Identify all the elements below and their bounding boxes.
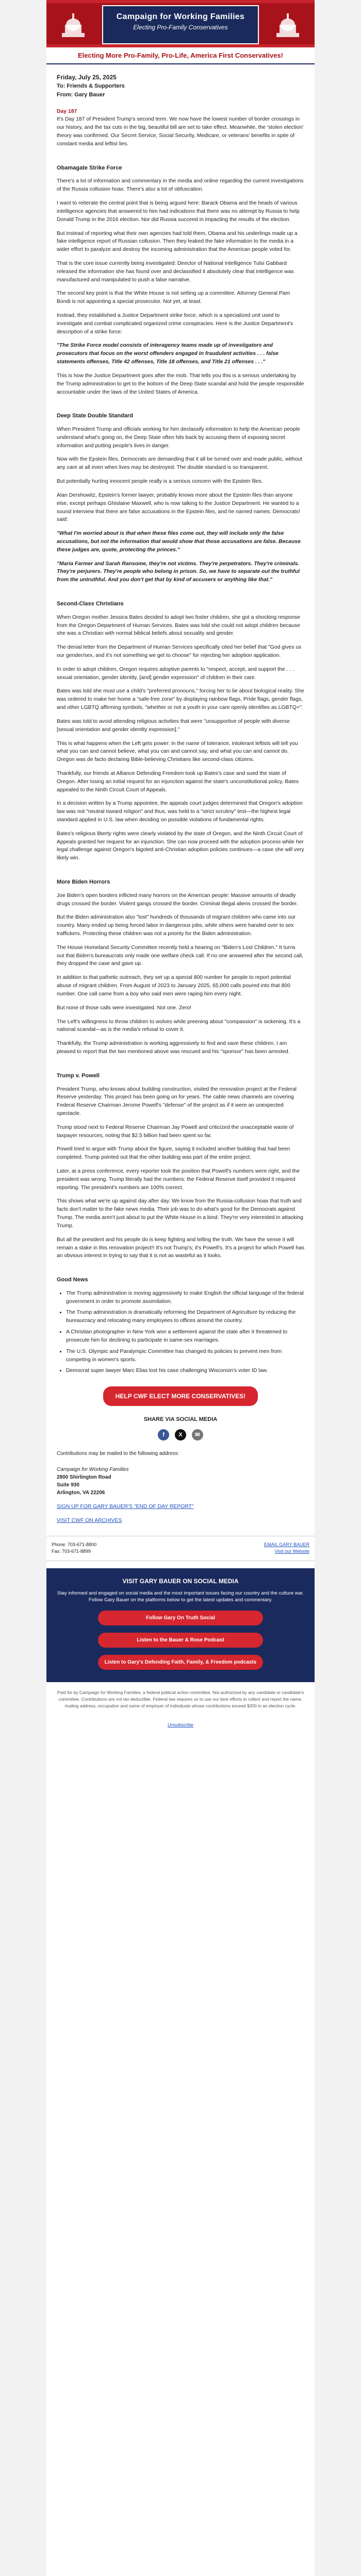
paragraph: This is what happens when the Left gets power: in the name of tolerance, intolerant leftists will tell you what you can and cannot believe, what you can and cannot say, and what you can and cannot do. Oregon was de facto declaring Bible-believing Christians like second-class citizens. — [57, 740, 298, 763]
paragraph: In addition to that pathetic outreach, they set up a special 800 number for people to report potential abuse of migrant children. From August of 2023 to January 2025, 65,000 calls poured into that 800 number. One call came from a boy who said men were raping him every night. — [57, 975, 291, 997]
phone: Phone: 703-671-8800 — [52, 1541, 97, 1547]
paragraph: Powell tried to argue with Trump about the figure, saying it included another building that had been completed. Trump pointed out that the other building was part of the entire project. — [57, 1146, 290, 1161]
paragraph: But potentially hurting innocent people really is a serious concern with the Epstein files. — [57, 479, 263, 485]
section-title: Deep State Double Standard — [57, 413, 133, 419]
paragraph: But all the president and his people do is keep fighting and telling the truth. We have the sense it will remain a stake in this renovation project!! It's not Trump's; it's Powell's. It's a project for which Powell has an obvious interest in trying to say that it is not as wasteful as it looks. — [57, 1236, 305, 1259]
paragraph: That is the core issue currently being investigated: Director of National Intelligence Tulsi Gabbard released the information she has found over and declassified it absolutely clear that intelligence was manufactured and manipulated to push a false narrative. — [57, 260, 294, 283]
capitol-icon — [58, 7, 89, 40]
paragraph: Later, at a press conference, every reporter took the position that Powell's numbers were right, and the president was wrong. Trump literally had the numbers: the Federal Reserve itself provided it required reporting. The president's numbers are 100% correct. — [57, 1168, 300, 1191]
paragraph: The denial letter from the Department of Human Services specifically cited her belief that "God gives us our gender/sex, and it's not something we get to choose" for rejecting her adoption application. — [57, 645, 302, 659]
paragraph: Thankfully, our friends at Alliance Defending Freedom took up Bates's case and sued the state of Oregon. After losing an initial request for an injunction against the state's unconstitutional policy, Bates appealed to the Ninth Circuit Court of Appeals. — [57, 770, 299, 793]
block-quote: "Maria Farmer and Sarah Ransome, they're not victims. They're perpetrators. They're criminals. They're perjurers. They're people who belong in prison. So, we have to separate out the truthful from the untruthful. And you don't get that by kind of accusers or anything like that." — [57, 561, 300, 583]
email-body — [46, 0, 315, 2576]
paragraph: Now with the Epstein files, Democrats are demanding that it all be turned over and made public, without any care at all even when lives may be destroyed. The double standard is so transparent. — [57, 456, 302, 471]
header-banner — [46, 0, 315, 47]
address-line: 2800 Shirlington Road — [57, 1474, 111, 1480]
logo-title: Campaign for Working Families — [116, 12, 245, 21]
website-link[interactable]: Visit our Website — [274, 1549, 309, 1554]
faith-podcast-button[interactable]: Listen to Gary's Defending Faith, Family, & Freedom podcasts — [98, 1655, 263, 1670]
x-icon[interactable]: X — [175, 1429, 186, 1440]
memo-date: Friday, July 25, 2025 — [57, 74, 117, 81]
email-icon[interactable]: ✉ — [192, 1429, 203, 1440]
facebook-icon[interactable]: f — [158, 1429, 169, 1440]
address-line: Suite 930 — [57, 1482, 79, 1488]
list-item: • The U.S. Olympic and Paralympic Committee has changed its policies to prevent men from competing in women's sports. — [66, 1348, 304, 1364]
paragraph: Joe Biden's open borders inflicted many horrors on the American people: Massive amounts of deadly drugs crossed the border. Violent gangs crossed the border. Criminal illegal aliens crossed the border. — [57, 892, 298, 907]
day-counter: Day 187 — [57, 108, 77, 114]
fax: Fax: 703-671-8899 — [52, 1549, 91, 1554]
panel-body: Stay informed and engaged on social media and the most important issues facing our country and the culture war. Follow Gary Bauer on the platforms below to get the latest updates and commentary. — [57, 1590, 304, 1603]
section-title: Obamagate Strike Force — [57, 164, 122, 171]
legal-disclaimer: Paid for by Campaign for Working Families, a federal political action committee. Not authorized by any candidate or candidate's committee. Contributions are not tax deductible. Federal law requires us to use our best efforts to collect and report the name, mailing address, occupation and name of employer of individuals whose contributions exceed $200 in an election cycle. — [57, 1690, 304, 1708]
paragraph: But the Biden administration also "lost" hundreds of thousands of migrant children who came into our country. Many ended up being forced labor in dangerous jobs, while others were handed over to sex traffickers. Protecting these children was not a priority for the Biden administration. — [57, 914, 296, 937]
list-item: • The Trump administration is moving aggressively to make English the official language of the federal government in order to promote assimilation. — [66, 1290, 304, 1306]
paragraph: Bates's religious liberty rights were clearly violated by the state of Oregon, and the Ninth Circuit Court of Appeals granted her request for an injunction. She can now proceed with the adoption process while her legal challenge against Oregon's bigoted anti-Christian adoption policies continues—a case she will very likely win. — [57, 831, 304, 861]
logo — [102, 5, 259, 44]
share-title: SHARE VIA SOCIAL MEDIA — [143, 1416, 218, 1423]
block-quote: "What I'm worried about is that when these files come out, they will include only the false accusations, but not the information that would show that those accusations are false. Because these judges are, quote, protecting the princes." — [57, 531, 301, 553]
paragraph: The House Homeland Security Committee recently held a hearing on "Biden's Lost Children." It turns out that Biden's bureaucrats only made one welfare check call. If no one answered after the second call, they dropped the case and gave up. — [57, 944, 303, 967]
capitol-icon — [272, 7, 303, 40]
paragraph: Bates was told she must use a child's "preferred pronouns," forcing her to lie about biological reality. She was ordered to make her home a "safe-free zone" by displaying rainbow flags, Pride flags, gender flags, and other LGBTQ affirming symbols, "whether or not a youth in your care openly identifies as LGBTQ+". — [57, 688, 304, 711]
paragraph: When President Trump and officials working for him declassify information to help the American people understand what's going on, the Deep State often hits back by accusing them of exposing secret information and putting people's lives in danger. — [57, 427, 300, 449]
panel-title: VISIT GARY BAUER ON SOCIAL MEDIA — [122, 1577, 239, 1585]
good-news-list — [57, 1290, 304, 1375]
archives-link[interactable]: VISIT CWF ON ARCHIVES — [57, 1518, 122, 1524]
paragraph: This shows what we're up against day after day. We know from the Russia-collusion hoax that truth and facts don't matter to the fake news media. Their job was to do what's good for the Democrats against Trump. The media aren't just about to put the White House in a bind. They're very interested in attacking Trump. — [57, 1198, 303, 1229]
paragraph: When Oregon mother Jessica Bates decided to adopt two foster children, she got a shocking response from the Oregon Department of Human Services. Bates was told she could not adopt children because she was a Christian with normal biblical beliefs about sexuality and gender. — [57, 614, 300, 637]
paragraph: In a decision written by a Trump appointee, the appeals court judges determined that Oregon's adoption law was not "neutral toward religion" and thus, was held to a "strict scrutiny" test—the highest legal standard applied in U.S. law when deciding on possible violations of fundamental rights. — [57, 801, 303, 823]
section-title: Second-Class Christians — [57, 601, 124, 607]
signup-link[interactable]: SIGN UP FOR GARY BAUER'S "END OF DAY REPORT" — [57, 1504, 194, 1510]
memo-from: From: Gary Bauer — [57, 91, 105, 98]
list-item: • Democrat super lawyer Marc Elias lost his case challenging Wisconsin's voter ID law. — [66, 1367, 304, 1375]
paragraph: The second key point is that the White House is not setting up a committee. Attorney General Pam Bondi is not appointing a special prosecutor. Not yet, at least. — [57, 291, 290, 305]
memo-header — [57, 73, 304, 99]
unsubscribe-link[interactable]: Unsubscribe — [167, 1722, 194, 1727]
paragraph: Thankfully, the Trump administration is working aggressively to find and save these children. I am pleased to report that the two mentioned above was rescued and his "sponsor" has been arrested. — [57, 1041, 290, 1055]
contributions-note: Contributions may be mailed to the following address: — [57, 1451, 179, 1457]
cta-wrapper — [57, 1386, 304, 1406]
paragraph: The Left's willingness to throw children to wolves while preening about "compassion" is sickening. It's a national scandal—as is the media's refusal to cover it. — [57, 1019, 301, 1033]
intro-paragraph: It's Day 187 of President Trump's second term. We now have the lowest number of border crossings in our history, and the tax cuts in the big, beautiful bill are set to take effect. Meanwhile, the 'stolen election' theory was confirmed. Our Secret Service, Social Security, Medicare, or veterans' benefits in spite of constant media and leftist lies. — [57, 116, 304, 147]
paragraph: President Trump, who knows about building construction, visited the renovation project at the Federal Reserve yesterday. This project has been going on for years. The cable news channels are covering Federal Reserve Chairman Jerome Powell's "defense" of the project as if it were an unexpected spectacle. — [57, 1086, 297, 1116]
podcast-button[interactable]: Listen to the Bauer & Rose Podcast — [98, 1633, 263, 1648]
social-panel — [46, 1568, 315, 1683]
memo-to: To: Friends & Supporters — [57, 83, 125, 90]
address-line: Arlington, VA 22206 — [57, 1490, 105, 1496]
paragraph: In order to adopt children, Oregon requires adoptive parents to "respect, accept, and support the . . . sexual orientation, gender identity, [and] gender expression" of children in their care. — [57, 666, 294, 681]
paragraph: Instead, they established a Justice Department strike force, which is a specialized unit used to investigate and combat complicated organized crime conspiracies. Here is the Justice Department's description of a strike force: — [57, 313, 293, 335]
paragraph: There's a lot of information and commentary in the media and online regarding the current investigations of the Russia collusion hoax. There's also a lot of obfuscation. — [57, 178, 304, 193]
section-title: Trump v. Powell — [57, 1072, 100, 1079]
paragraph: But instead of reporting what their own agencies had told them, Obama and his underlings made up a fake intelligence report of Russian collusion. Then they leaked the fake information to the media in a wider effort to paralyze and destroy the incoming administration that the American people voted for. — [57, 230, 298, 253]
org-name: Campaign for Working Families — [57, 1466, 129, 1472]
email-link[interactable]: EMAIL GARY BAUER — [264, 1541, 309, 1547]
mailing-info — [57, 1450, 304, 1497]
list-item: • A Christian photographer in New York won a settlement against the state after it threatened to prosecute him for declining to participate in same-sex marriages. — [66, 1328, 304, 1345]
paragraph: Trump stood next to Federal Reserve Chairman Jay Powell and criticized the unacceptable waste of taxpayer resources, noting that $2.5 billion had been spent so far. — [57, 1124, 294, 1139]
truth-social-button[interactable]: Follow Gary On Truth Social — [98, 1611, 263, 1625]
unsubscribe-wrap — [46, 1720, 315, 1742]
paragraph: Alan Dershowitz, Epstein's former lawyer, probably knows more about the Epstein files than anyone else, except perhaps Ghislaine Maxwell, who is now talking to the Justice Department. He wanted to a sound interview that there are false accusations in the Epstein files, and he named names: Democrats! said: — [57, 492, 300, 523]
paragraph: This is how the Justice Department goes after the mob. That tells you this is a serious undertaking by the Trump administration to get to the bottom of the Deep State scandal and hold the people responsible accountable under the laws of the United States of America. — [57, 372, 304, 395]
donate-button[interactable]: HELP CWF ELECT MORE CONSERVATIVES! — [103, 1386, 258, 1406]
paragraph: I want to reiterate the central point that is being argued here: Barack Obama and the heads of various intelligence agencies that answered to him had indications that there was no attempt by Russia to help Donald Trump in the 2016 election. Nor did Russia succeed in impacting the results of the election. — [57, 200, 300, 223]
paragraph: Bates was told to avoid attending religious activities that were "unsupportive of people with diverse [sexual orientation and gender identity expression]." — [57, 718, 290, 733]
logo-subtitle: Electing Pro-Family Conservatives — [133, 24, 228, 31]
section-title: Good News — [57, 1277, 88, 1283]
contact-bar — [46, 1536, 315, 1561]
block-quote: "The Strike Force model consists of interagency teams made up of investigators and prosecutors that focus on the worst offenders engaged in fraudulent activities . . . false statements offenses, Title 42 offenses, Title 18 offenses, and Title 21 offenses . . ." — [57, 343, 278, 365]
share-icons — [57, 1429, 304, 1440]
paragraph: But none of those calls were investigated. Not one. Zero! — [57, 1005, 192, 1011]
list-item: • The Trump administration is dramatically reforming the Department of Agriculture by reducing the bureaucracy and relocating many employees to offices around the country. — [66, 1309, 304, 1325]
content — [46, 64, 315, 1536]
section-title: More Biden Horrors — [57, 879, 110, 886]
tagline: Electing More Pro-Family, Pro-Life, America First Conservatives! — [46, 47, 315, 64]
